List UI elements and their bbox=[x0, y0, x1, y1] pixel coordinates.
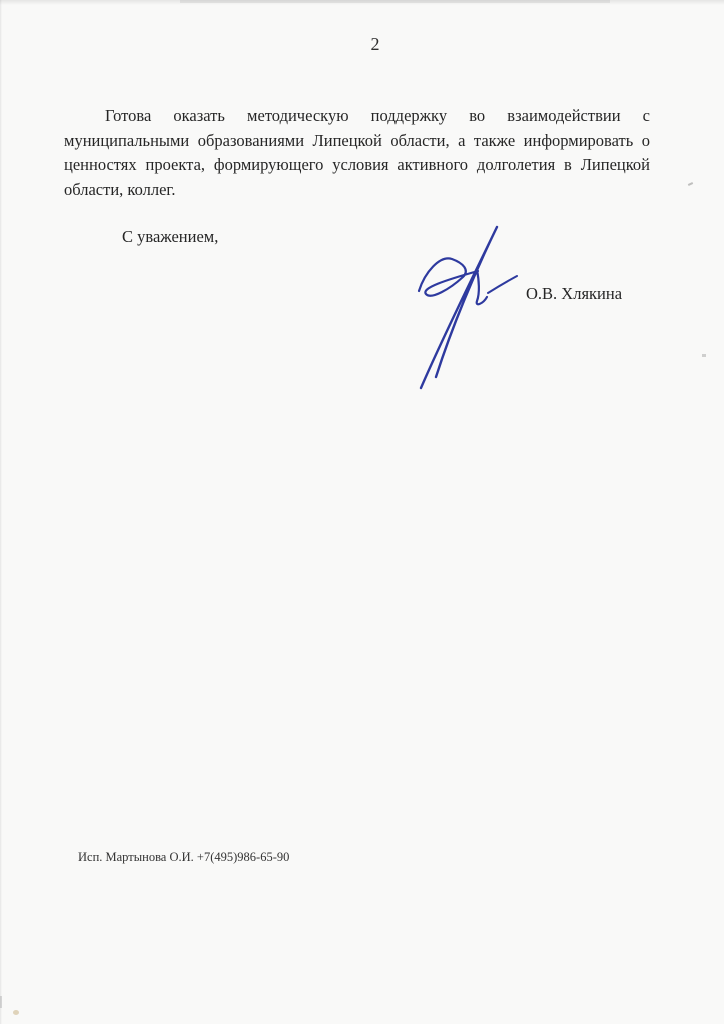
scan-speck bbox=[13, 1010, 19, 1015]
paragraph-line: муниципальными образованиями Липецкой области, а также информировать о bbox=[64, 130, 650, 150]
scan-speck bbox=[688, 182, 693, 186]
scan-edge-left bbox=[0, 0, 2, 1024]
scan-speck bbox=[0, 996, 2, 1008]
signature-image bbox=[403, 205, 533, 400]
closing-salutation: С уважением, bbox=[122, 227, 219, 246]
signer-name: О.В. Хлякина bbox=[526, 284, 623, 303]
paragraph-line: Готова оказать методическую поддержку во взаимодействии с bbox=[105, 106, 650, 125]
paragraph-line: ценностях проекта, формирующего условия активного долголетия в Липецкой bbox=[64, 155, 650, 175]
paragraph-line: области, коллег. bbox=[64, 179, 176, 199]
scan-smudge-top bbox=[0, 0, 724, 5]
page-number: 2 bbox=[370, 34, 380, 54]
executor-footer: Исп. Мартынова О.И. +7(495)986-65-90 bbox=[78, 850, 290, 864]
letter-paragraph bbox=[64, 104, 650, 202]
scan-smudge-top-dark bbox=[180, 0, 610, 3]
scan-speck bbox=[702, 354, 706, 357]
